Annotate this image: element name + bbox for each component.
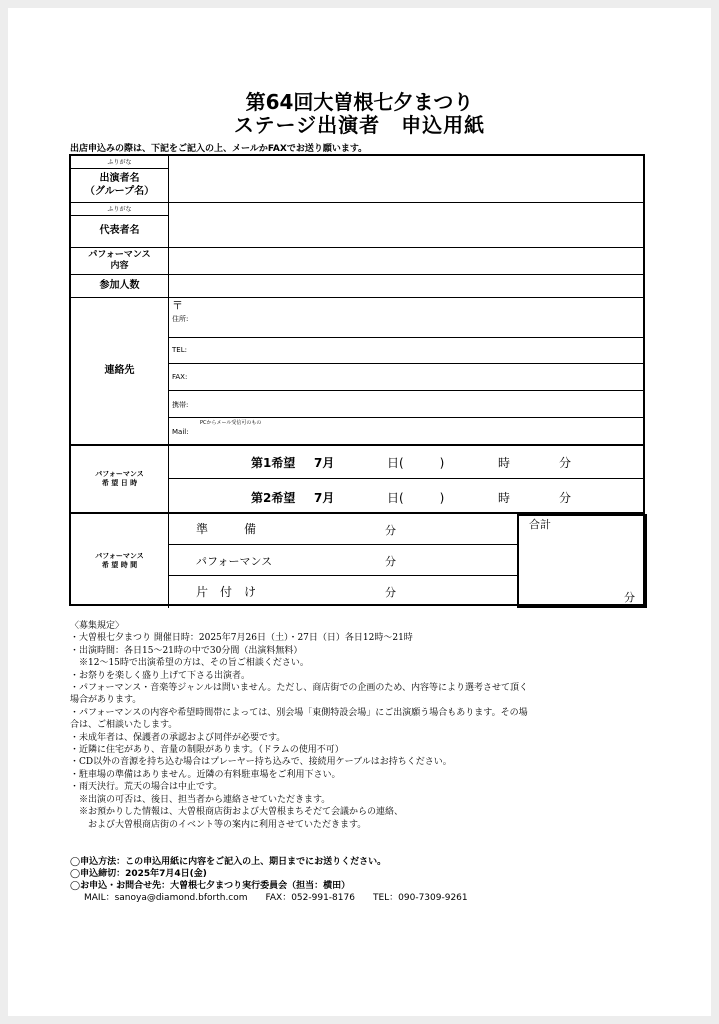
postal-mark: 〒	[172, 299, 183, 312]
intro-text: 出店申込みの際は、下記をご記入の上、メールかFAXでお送り願います。	[70, 144, 368, 154]
wish1-label: 第1希望	[251, 456, 296, 470]
rule-line: 場合があります。	[70, 695, 142, 706]
page-subtitle: ステージ出演者 申込用紙	[233, 113, 486, 137]
furigana-label: ふりがな	[107, 206, 132, 213]
cleanup-label: 片 付 け	[196, 585, 257, 599]
footer-inquiry: ◯お申込・お問合せ先：大曽根七夕まつり実行委員会（担当：横田）	[70, 881, 351, 891]
time-divider	[168, 575, 518, 576]
contact-label: 連絡先	[104, 364, 135, 376]
minute-label: 分	[385, 555, 396, 568]
rule-line: ・駐車場の準備はありません。近隣の有料駐車場をご利用下さい。	[70, 769, 341, 780]
minute-label: 分	[385, 524, 396, 537]
participants-label: 参加人数	[99, 279, 140, 291]
date-divider	[168, 478, 645, 479]
rule-line: ・出演時間：各日15～21時の中で30分間（出演料無料）	[70, 645, 303, 656]
total-box	[517, 514, 647, 608]
month-label: 7月	[314, 491, 335, 505]
application-table	[69, 154, 645, 606]
footer	[70, 856, 468, 904]
rule-line: 合は、ご相談いたします。	[70, 720, 178, 731]
total-minute-label: 分	[624, 591, 635, 604]
rule-line: ・お祭りを楽しく盛り上げて下さる出演者。	[70, 670, 251, 681]
rule-line: ・未成年者は、保護者の承認および同伴が必要です。	[70, 732, 286, 743]
label-divider	[168, 156, 169, 512]
furigana-label: ふりがな	[107, 159, 132, 166]
recruitment-rules	[70, 620, 660, 831]
total-label: 合計	[529, 518, 551, 531]
minute-label: 分	[559, 491, 572, 505]
rule-line: ・雨天決行。荒天の場合は中止です。	[70, 782, 223, 793]
application-form-page	[8, 8, 711, 1016]
tel-label: TEL:	[172, 346, 187, 354]
contact-divider	[168, 363, 645, 364]
fax-label: FAX:	[172, 373, 188, 381]
rules-heading: 〈募集規定〉	[70, 621, 125, 631]
day-label: 日( )	[387, 491, 445, 505]
mail-label: Mail:	[172, 428, 189, 436]
performance-time-label: パフォーマンス	[196, 555, 273, 568]
mail-note: PCからメール受信可のもの	[200, 420, 262, 426]
contact-divider	[168, 390, 645, 391]
contact-divider	[168, 417, 645, 418]
hour-label: 時	[498, 456, 511, 470]
footer-deadline: ◯申込締切：2025年7月4日(金)	[70, 869, 207, 879]
rule-line: ・近隣に住宅があり、音量の制限があります。（ドラムの使用不可）	[70, 745, 344, 756]
rule-line: ・パフォーマンスの内容や希望時間帯によっては、別会場「東側特設会場」にご出演願う場合もあります。その場	[70, 707, 528, 718]
contact-divider	[168, 337, 645, 338]
content-label: パフォーマンス 内容	[88, 249, 151, 271]
performer-name-label: 出演者名 （グループ名）	[84, 173, 155, 197]
time-divider	[168, 544, 518, 545]
hour-label: 時	[498, 491, 511, 505]
rule-line: ※お預かりした情報は、大曽根商店街および大曽根まちそだて会議からの連絡、	[70, 807, 404, 818]
rule-line: ※出演の可否は、後日、担当者から連絡させていただきます。	[70, 794, 331, 805]
label-divider-lower	[168, 514, 169, 608]
day-label: 日( )	[387, 456, 445, 470]
minute-label: 分	[559, 456, 572, 470]
wish2-label: 第2希望	[251, 491, 296, 505]
time-label: パフォーマンス 希 望 時 間	[95, 552, 144, 569]
row-divider	[71, 202, 645, 203]
footer-method: ◯申込方法：この申込用紙に内容をご記入の上、期日までにお送りください。	[70, 857, 387, 867]
address-label: 住所:	[172, 315, 189, 323]
rule-line: ・パフォーマンス・音楽等ジャンルは問いません。ただし、商店街での企画のため、内容等により選考させて頂く	[70, 683, 529, 694]
page-title: 第64回大曽根七夕まつり	[245, 90, 474, 114]
representative-label: 代表者名	[99, 225, 140, 237]
month-label: 7月	[314, 456, 335, 470]
mobile-label: 携帯:	[172, 401, 189, 409]
rule-line: ・大曽根七夕まつり 開催日時：2025年7月26日（土）・27日（日）各日12時～21時	[70, 633, 413, 644]
footer-contact: MAIL：sanoya@diamond.bforth.com FAX：052-991-8176 TEL：090-7309-9261	[84, 893, 468, 903]
date-label: パフォーマンス 希 望 日 時	[95, 470, 144, 487]
minute-label: 分	[385, 586, 396, 599]
rule-line: ・CD以外の音源を持ち込む場合はプレーヤー持ち込みで、接続用ケーブルはお持ちください。	[70, 757, 452, 768]
rule-line: ※12～15時で出演希望の方は、その旨ご相談ください。	[70, 658, 309, 669]
prep-label: 準 備	[196, 522, 257, 536]
rule-line: および大曽根商店街のイベント等の案内に利用させていただきます。	[70, 819, 367, 830]
